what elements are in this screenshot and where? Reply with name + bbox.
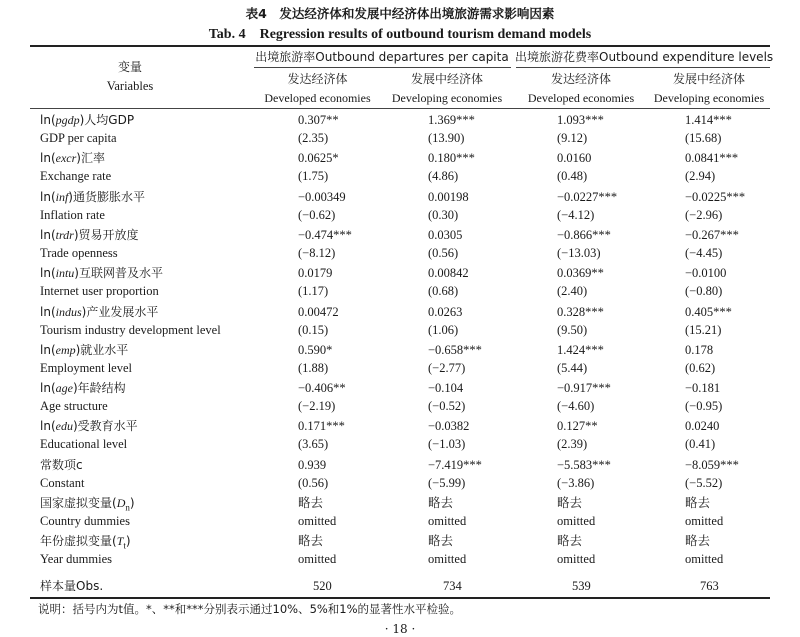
variable-label-prefix: ln( xyxy=(40,113,56,127)
coefficient-cell: 略去 xyxy=(685,496,711,510)
variable-label-en: Educational level xyxy=(40,437,128,451)
coefficient-cell: −0.0225*** xyxy=(685,190,746,204)
variable-symbol: inf xyxy=(55,190,69,204)
coefficient-cell: −0.267*** xyxy=(685,228,739,242)
t-value-cell: (2.94) xyxy=(685,169,716,183)
coefficient-cell: 略去 xyxy=(685,534,711,548)
coefficient-cell: 0.328*** xyxy=(557,305,604,319)
coefficient-cell: 0.178 xyxy=(685,343,714,357)
t-value-cell: omitted xyxy=(685,552,724,566)
variable-label-en: GDP per capita xyxy=(40,131,117,145)
variable-label-suffix: )受教育水平 xyxy=(72,419,138,433)
variable-label-suffix: ) xyxy=(125,534,131,548)
variable-label-prefix: ln( xyxy=(40,151,56,165)
t-value-cell: omitted xyxy=(557,514,596,528)
variable-label-suffix: )通货膨胀水平 xyxy=(68,190,145,204)
header-group-departures: 出境旅游率Outbound departures per capita xyxy=(255,50,509,64)
variable-label-prefix: ln( xyxy=(40,381,56,395)
variable-label-prefix: 常数项c xyxy=(40,458,83,472)
coefficient-cell: 1.369*** xyxy=(428,113,475,127)
coefficient-cell: 0.0841*** xyxy=(685,151,739,165)
variable-label xyxy=(40,303,158,322)
coefficient-cell: 0.0625* xyxy=(298,151,339,165)
variable-label-suffix: )互联网普及水平 xyxy=(74,266,163,280)
header-variables-en: Variables xyxy=(106,79,154,93)
variable-label xyxy=(40,149,105,168)
t-value-cell: (1.88) xyxy=(298,361,329,375)
variable-label xyxy=(40,379,126,398)
variable-label xyxy=(40,417,138,436)
coefficient-cell: 0.590* xyxy=(298,343,333,357)
variable-symbol: intu xyxy=(55,266,75,280)
t-value-cell: (13.90) xyxy=(428,131,465,145)
coefficient-cell: −0.0100 xyxy=(685,266,727,280)
variable-label xyxy=(40,264,163,283)
coefficient-cell: 1.093*** xyxy=(557,113,604,127)
header-col4-cn: 发展中经济体 xyxy=(672,72,745,86)
top-rule xyxy=(30,45,770,47)
t-value-cell: (4.86) xyxy=(428,169,459,183)
t-value-cell: (1.06) xyxy=(428,323,459,337)
coefficient-cell: 0.180*** xyxy=(428,151,475,165)
t-value-cell: (0.56) xyxy=(428,246,459,260)
coefficient-cell: −0.406** xyxy=(298,381,346,395)
variable-label-prefix: 国家虚拟变量( xyxy=(40,496,117,510)
variable-label xyxy=(40,188,145,207)
t-value-cell: (−2.77) xyxy=(428,361,466,375)
coefficient-cell: 略去 xyxy=(428,534,454,548)
t-value-cell: (0.62) xyxy=(685,361,716,375)
coefficient-cell: 0.0179 xyxy=(298,266,333,280)
t-value-cell: (3.65) xyxy=(298,437,329,451)
coefficient-cell: 0.0369** xyxy=(557,266,604,280)
variable-label-prefix: ln( xyxy=(40,266,56,280)
t-value-cell: (1.75) xyxy=(298,169,329,183)
t-value-cell: (−0.95) xyxy=(685,399,723,413)
t-value-cell: (5.44) xyxy=(557,361,588,375)
coefficient-cell: 0.939 xyxy=(298,458,327,472)
coefficient-cell: 略去 xyxy=(557,534,583,548)
t-value-cell: omitted xyxy=(428,552,467,566)
coefficient-cell: 0.0160 xyxy=(557,151,592,165)
variable-label-en: Employment level xyxy=(40,361,132,375)
t-value-cell: (9.12) xyxy=(557,131,588,145)
variable-label xyxy=(40,532,131,551)
t-value-cell: omitted xyxy=(298,514,337,528)
t-value-cell: (−0.62) xyxy=(298,208,336,222)
t-value-cell: (0.15) xyxy=(298,323,329,337)
variable-label-en: Internet user proportion xyxy=(40,284,159,298)
variable-label-en: Constant xyxy=(40,476,85,490)
t-value-cell: (15.21) xyxy=(685,323,722,337)
variable-symbol: emp xyxy=(55,343,76,357)
coefficient-cell: 0.0305 xyxy=(428,228,463,242)
variable-label xyxy=(40,494,135,513)
variable-label-suffix: )人均GDP xyxy=(79,113,135,127)
obs-col4: 763 xyxy=(700,579,719,593)
coefficient-cell: −0.104 xyxy=(428,381,464,395)
t-value-cell: (0.41) xyxy=(685,437,716,451)
header-col1-en: Developed economies xyxy=(264,91,371,105)
variable-symbol: excr xyxy=(55,151,77,165)
obs-col2: 734 xyxy=(443,579,462,593)
t-value-cell: (0.48) xyxy=(557,169,588,183)
t-value-cell: (−0.52) xyxy=(428,399,466,413)
coefficient-cell: 1.424*** xyxy=(557,343,604,357)
t-value-cell: (2.39) xyxy=(557,437,588,451)
variable-label-suffix: )贸易开放度 xyxy=(73,228,139,242)
t-value-cell: omitted xyxy=(428,514,467,528)
variable-label-suffix: )就业水平 xyxy=(75,343,129,357)
variable-label-suffix: )年龄结构 xyxy=(72,381,126,395)
t-value-cell: (−3.86) xyxy=(557,476,595,490)
group2-underline xyxy=(516,67,770,68)
variable-label-en: Tourism industry development level xyxy=(40,323,221,337)
variable-label-prefix: 年份虚拟变量( xyxy=(40,534,117,548)
coefficient-cell: 0.00472 xyxy=(298,305,339,319)
variable-label-prefix: ln( xyxy=(40,419,56,433)
variable-symbol: trdr xyxy=(55,228,74,242)
variable-label-suffix: ) xyxy=(129,496,135,510)
coefficient-cell: 0.0263 xyxy=(428,305,463,319)
t-value-cell: (0.30) xyxy=(428,208,459,222)
variable-symbol: age xyxy=(55,381,73,395)
t-value-cell: (9.50) xyxy=(557,323,588,337)
t-value-cell: (1.17) xyxy=(298,284,329,298)
coefficient-cell: −0.181 xyxy=(685,381,721,395)
coefficient-cell: 略去 xyxy=(298,534,324,548)
variable-label xyxy=(40,111,134,130)
coefficient-cell: 略去 xyxy=(298,496,324,510)
variable-label-prefix: ln( xyxy=(40,190,56,204)
variable-subscript: t xyxy=(123,540,126,551)
variable-symbol: indus xyxy=(55,305,82,319)
obs-label: 样本量Obs. xyxy=(40,579,104,593)
coefficient-cell: 0.171*** xyxy=(298,419,345,433)
variable-label-suffix: )汇率 xyxy=(76,151,105,165)
variable-symbol: edu xyxy=(55,419,73,433)
t-value-cell: omitted xyxy=(557,552,596,566)
t-value-cell: (0.56) xyxy=(298,476,329,490)
coefficient-cell: 0.0240 xyxy=(685,419,720,433)
variable-label-prefix: ln( xyxy=(40,228,56,242)
header-rule xyxy=(30,108,770,109)
page-number: · 18 · xyxy=(384,622,416,636)
coefficient-cell: −0.0227*** xyxy=(557,190,618,204)
t-value-cell: (−4.60) xyxy=(557,399,595,413)
coefficient-cell: 略去 xyxy=(428,496,454,510)
obs-col1: 520 xyxy=(313,579,332,593)
coefficient-cell: 0.00198 xyxy=(428,190,469,204)
variable-symbol: T xyxy=(116,534,124,548)
header-group-expenditure: 出境旅游花费率Outbound expenditure levels xyxy=(515,50,774,64)
variable-label-en: Trade openness xyxy=(40,246,118,260)
variable-symbol: D xyxy=(116,496,126,510)
variable-label xyxy=(40,456,83,475)
header-variables-cn: 变量 xyxy=(117,60,142,74)
variable-subscript: n xyxy=(125,502,130,513)
variable-label-prefix: ln( xyxy=(40,305,56,319)
variable-label-suffix: )产业发展水平 xyxy=(81,305,159,319)
variable-label-en: Year dummies xyxy=(40,552,112,566)
t-value-cell: omitted xyxy=(685,514,724,528)
group1-underline xyxy=(254,67,511,68)
t-value-cell: (2.40) xyxy=(557,284,588,298)
t-value-cell: (−2.96) xyxy=(685,208,723,222)
coefficient-cell: 0.00842 xyxy=(428,266,469,280)
coefficient-cell: −8.059*** xyxy=(685,458,739,472)
t-value-cell: (−4.45) xyxy=(685,246,723,260)
t-value-cell: (−5.99) xyxy=(428,476,466,490)
header-col2-cn: 发展中经济体 xyxy=(410,72,483,86)
t-value-cell: (−1.03) xyxy=(428,437,466,451)
coefficient-cell: 0.307** xyxy=(298,113,339,127)
variable-label-prefix: ln( xyxy=(40,343,56,357)
t-value-cell: (15.68) xyxy=(685,131,722,145)
coefficient-cell: −0.866*** xyxy=(557,228,611,242)
table-title-en: Tab. 4 Regression results of outbound tourism demand models xyxy=(208,27,592,42)
coefficient-cell: −0.0382 xyxy=(428,419,470,433)
t-value-cell: (−0.80) xyxy=(685,284,723,298)
t-value-cell: (−4.12) xyxy=(557,208,595,222)
coefficient-cell: −5.583*** xyxy=(557,458,611,472)
variable-label-en: Inflation rate xyxy=(40,208,105,222)
table-title-cn: 表4 发达经济体和发展中经济体出境旅游需求影响因素 xyxy=(245,6,555,21)
t-value-cell: (−13.03) xyxy=(557,246,601,260)
coefficient-cell: −0.917*** xyxy=(557,381,611,395)
header-col1-cn: 发达经济体 xyxy=(287,72,348,86)
t-value-cell: omitted xyxy=(298,552,337,566)
coefficient-cell: 0.405*** xyxy=(685,305,732,319)
t-value-cell: (−5.52) xyxy=(685,476,723,490)
header-col2-en: Developing economies xyxy=(391,91,503,105)
coefficient-cell: −7.419*** xyxy=(428,458,482,472)
coefficient-cell: −0.474*** xyxy=(298,228,352,242)
obs-col3: 539 xyxy=(572,579,591,593)
coefficient-cell: −0.658*** xyxy=(428,343,482,357)
coefficient-cell: 1.414*** xyxy=(685,113,732,127)
coefficient-cell: −0.00349 xyxy=(298,190,346,204)
variable-label xyxy=(40,226,139,245)
header-col3-cn: 发达经济体 xyxy=(550,72,611,86)
t-value-cell: (2.35) xyxy=(298,131,329,145)
coefficient-cell: 略去 xyxy=(557,496,583,510)
variable-label-en: Exchange rate xyxy=(40,169,112,183)
variable-label-en: Age structure xyxy=(40,399,108,413)
bottom-rule xyxy=(30,597,770,599)
t-value-cell: (0.68) xyxy=(428,284,459,298)
variable-label xyxy=(40,341,128,360)
header-col4-en: Developing economies xyxy=(653,91,765,105)
variable-label-en: Country dummies xyxy=(40,514,130,528)
coefficient-cell: 0.127** xyxy=(557,419,598,433)
t-value-cell: (−8.12) xyxy=(298,246,336,260)
table-note: 说明：括号内为t值。*、**和***分别表示通过10%、5%和1%的显著性水平检验。 xyxy=(38,602,462,616)
t-value-cell: (−2.19) xyxy=(298,399,336,413)
variable-symbol: pgdp xyxy=(55,113,80,127)
header-col3-en: Developed economies xyxy=(527,91,635,105)
